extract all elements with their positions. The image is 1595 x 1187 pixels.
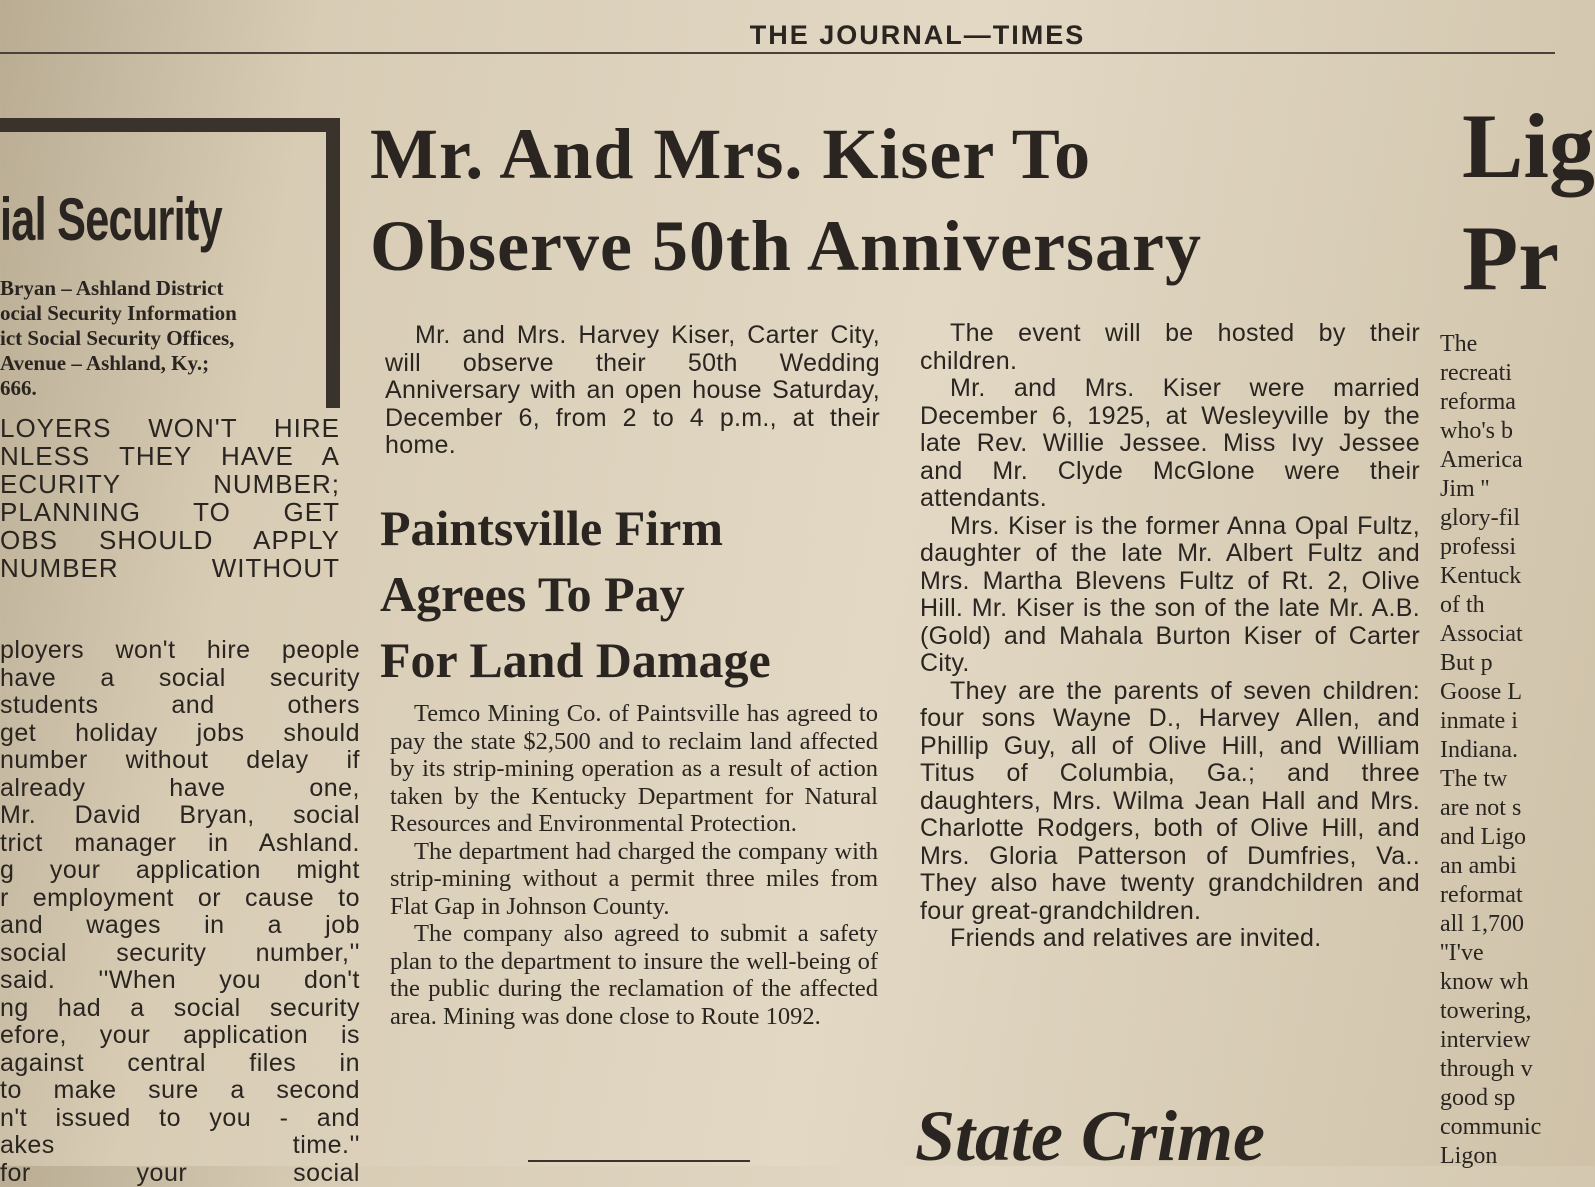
body-line: for your social xyxy=(0,1160,360,1187)
article-paragraph: Mr. and Mrs. Harvey Kiser, Carter City, will observe their 50th Wedding Anniversary with an open house Saturday, December 6, from 2 to 4 p.m., at their home. xyxy=(385,322,880,460)
right-body-line: reformat xyxy=(1440,881,1580,910)
body-line: efore, your application is xyxy=(0,1022,360,1050)
body-line: trict manager in Ashland. xyxy=(0,830,360,858)
caps-line: ECURITY NUMBER; xyxy=(0,470,340,498)
social-security-body xyxy=(0,637,360,1187)
right-body-line: interview xyxy=(1440,1026,1580,1055)
body-line: g your application might xyxy=(0,857,360,885)
right-headline-line: Lig xyxy=(1462,90,1595,202)
caps-line: NLESS THEY HAVE A xyxy=(0,442,340,470)
paintsville-firm-headline xyxy=(380,495,771,693)
article-paragraph: They are the parents of seven children: four sons Wayne D., Harvey Allen, and Phillip Guy, all of Olive Hill, and William Titus of Columbia, Ga.; and three daughters, Mrs. Wilma Jean Hall and Mrs. Charlotte Rodgers, both of Olive Hill, and Mrs. Gloria Patterson of Dumfries, Va.. They also have twenty grandchildren and four great-grandchildren. xyxy=(920,678,1420,926)
article-paragraph: Friends and relatives are invited. xyxy=(920,925,1420,953)
body-line: number without delay if xyxy=(0,747,360,775)
body-line: have a social security xyxy=(0,665,360,693)
right-column-headline xyxy=(1462,90,1595,314)
article-paragraph: The event will be hosted by their children. xyxy=(920,320,1420,375)
right-body-line: Goose L xyxy=(1440,678,1580,707)
right-body-line: know wh xyxy=(1440,968,1580,997)
article-paragraph: Mrs. Kiser is the former Anna Opal Fultz, daughter of the late Mr. Albert Fultz and Mrs. Martha Blevens Fultz of Rt. 2, Olive Hill. Mr. Kiser is the son of the late Mr. A.B. (Gold) and Mahala Burton Kiser of Carter City. xyxy=(920,513,1420,678)
subheadline-line: For Land Damage xyxy=(380,627,771,693)
right-body-line: through v xyxy=(1440,1055,1580,1084)
right-body-line: and Ligo xyxy=(1440,823,1580,852)
caps-line: NUMBER WITHOUT xyxy=(0,554,340,582)
right-body-line: all 1,700 xyxy=(1440,910,1580,939)
right-body-line: But p xyxy=(1440,649,1580,678)
article-paragraph: Mr. and Mrs. Kiser were married December 6, 1925, at Wesleyville by the late Rev. Willie Jessee. Miss Ivy Jessee and Mr. Clyde McGlone were their attendants. xyxy=(920,375,1420,513)
box-line: Avenue – Ashland, Ky.; xyxy=(0,351,305,376)
right-column-body xyxy=(1440,330,1580,1171)
body-line: n't issued to you - and xyxy=(0,1105,360,1133)
body-line: to make sure a second xyxy=(0,1077,360,1105)
right-body-line: ''I've xyxy=(1440,939,1580,968)
subheadline-line: Agrees To Pay xyxy=(380,561,771,627)
right-body-line: inmate i xyxy=(1440,707,1580,736)
right-body-line: are not s xyxy=(1440,794,1580,823)
right-body-line: professi xyxy=(1440,533,1580,562)
caps-line: OBS SHOULD APPLY xyxy=(0,526,340,554)
body-line: against central files in xyxy=(0,1050,360,1078)
article-paragraph: The department had charged the company with strip-mining without a permit three miles from Flat Gap in Johnson County. xyxy=(390,838,878,921)
box-line: Bryan – Ashland District xyxy=(0,276,305,301)
right-body-line: Jim '' xyxy=(1440,475,1580,504)
body-line: Mr. David Bryan, social xyxy=(0,802,360,830)
right-body-line: Ligon xyxy=(1440,1142,1580,1171)
masthead-rule xyxy=(0,52,1555,54)
right-body-line: Kentuck xyxy=(1440,562,1580,591)
body-line: already have one, xyxy=(0,775,360,803)
right-body-line: The tw xyxy=(1440,765,1580,794)
state-crime-headline: State Crime xyxy=(915,1095,1265,1178)
body-line: students and others xyxy=(0,692,360,720)
article-paragraph: Temco Mining Co. of Paintsville has agreed to pay the state $2,500 and to reclaim land affected by its strip-mining operation as a result of action taken by the Kentucky Department for Natural Resources and Environmental Protection. xyxy=(390,700,878,838)
kiser-article-column-2 xyxy=(920,320,1420,953)
right-body-line: reforma xyxy=(1440,388,1580,417)
masthead: THE JOURNAL—TIMES xyxy=(0,20,1555,51)
right-body-line: communic xyxy=(1440,1113,1580,1142)
article-paragraph: The company also agreed to submit a safety plan to the department to insure the well-being of the public during the reclamation of the affected area. Mining was done close to Route 1092. xyxy=(390,920,878,1030)
caps-line: LOYERS WON'T HIRE xyxy=(0,414,340,442)
caps-line: PLANNING TO GET xyxy=(0,498,340,526)
social-security-heading: ial Security xyxy=(0,185,222,254)
right-body-line: towering, xyxy=(1440,997,1580,1026)
right-body-line: glory-fil xyxy=(1440,504,1580,533)
headline-line: Mr. And Mrs. Kiser To xyxy=(370,108,1202,200)
kiser-article-column-1 xyxy=(385,322,880,460)
body-line: akes time.'' xyxy=(0,1132,360,1160)
social-security-box-text xyxy=(0,276,305,401)
right-headline-line: Pr xyxy=(1462,202,1595,314)
right-body-line: America xyxy=(1440,446,1580,475)
right-body-line: Associat xyxy=(1440,620,1580,649)
right-body-line: good sp xyxy=(1440,1084,1580,1113)
right-body-line: Indiana. xyxy=(1440,736,1580,765)
right-body-line: an ambi xyxy=(1440,852,1580,881)
box-line: ict Social Security Offices, xyxy=(0,326,305,351)
box-line: 666. xyxy=(0,376,305,401)
right-body-line: of th xyxy=(1440,591,1580,620)
right-body-line: recreati xyxy=(1440,359,1580,388)
paintsville-article-body xyxy=(390,700,878,1030)
body-line: social security number,'' xyxy=(0,940,360,968)
article-end-rule xyxy=(528,1160,750,1162)
subheadline-line: Paintsville Firm xyxy=(380,495,771,561)
kiser-anniversary-headline xyxy=(370,108,1202,292)
body-line: said. ''When you don't xyxy=(0,967,360,995)
headline-line: Observe 50th Anniversary xyxy=(370,200,1202,292)
right-body-line: The xyxy=(1440,330,1580,359)
body-line: r employment or cause to xyxy=(0,885,360,913)
box-line: ocial Security Information xyxy=(0,301,305,326)
body-line: ployers won't hire people xyxy=(0,637,360,665)
body-line: and wages in a job xyxy=(0,912,360,940)
right-body-line: who's b xyxy=(1440,417,1580,446)
body-line: ng had a social security xyxy=(0,995,360,1023)
social-security-caps-intro xyxy=(0,414,340,582)
body-line: get holiday jobs should xyxy=(0,720,360,748)
